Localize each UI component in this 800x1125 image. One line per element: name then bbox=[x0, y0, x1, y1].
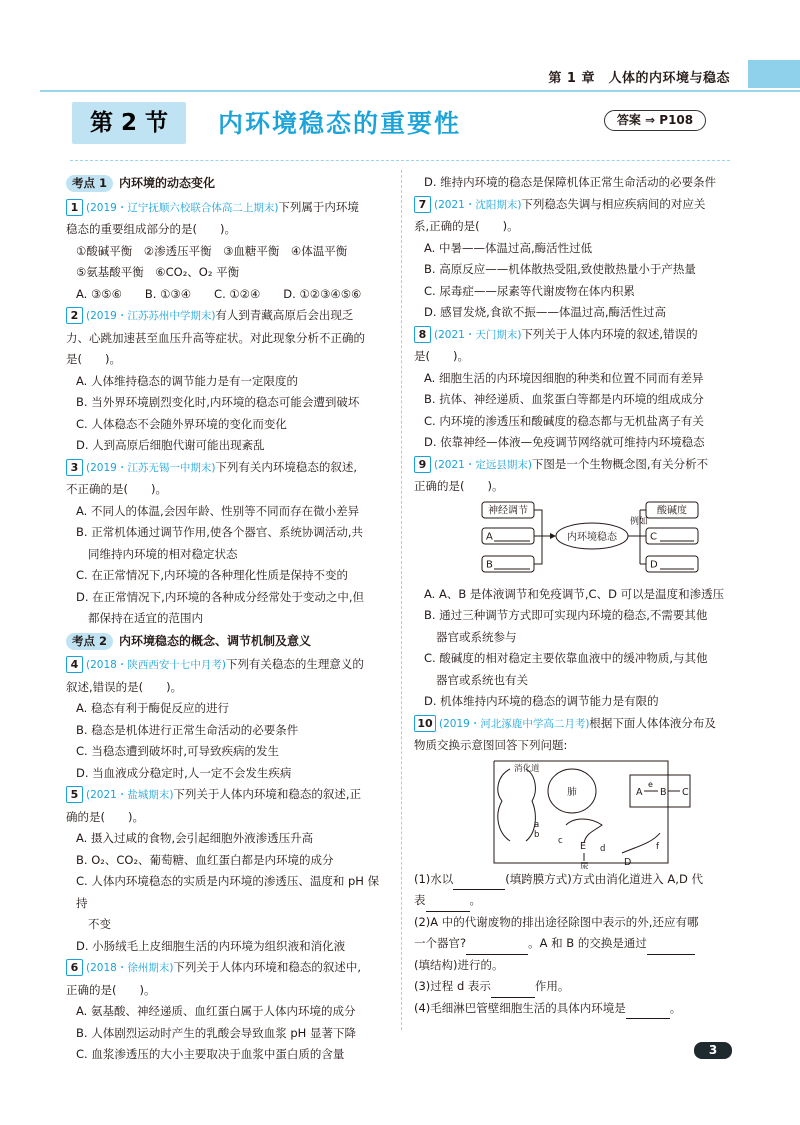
choice-b: B. 通过三种调节方式即可实现内环境的稳态,不需要其他 bbox=[424, 608, 708, 622]
header-rule bbox=[40, 90, 800, 92]
question-7 bbox=[414, 194, 740, 324]
choice-d: D. 机体维持内环境的稳态的调节能力是有限的 bbox=[424, 694, 659, 708]
answer-blank[interactable] bbox=[647, 940, 695, 955]
left-top-label: 神经调节 bbox=[488, 505, 528, 516]
question-source: (2018・陕西西安十七中月考) bbox=[86, 659, 226, 671]
statement-list: ①酸碱平衡 ②渗透压平衡 ③血糖平衡 ④体温平衡 bbox=[76, 243, 348, 258]
lung-label: 肺 bbox=[567, 786, 577, 798]
choice-b: B. 当外界环境剧烈变化时,内环境的稳态可能会遭到破坏 bbox=[76, 395, 360, 409]
choices: A. ③⑤⑥ B. ①③④ C. ①②④ D. ①②③④⑤⑥ bbox=[76, 286, 362, 301]
choice-b-cont: 器官或系统参与 bbox=[436, 629, 517, 644]
choice-a: A. 细胞生活的内环境因细胞的种类和位置不同而有差异 bbox=[424, 370, 704, 385]
question-8 bbox=[414, 324, 740, 454]
question-number: 3 bbox=[66, 459, 83, 476]
choice-b: B. 抗体、神经递质、血浆蛋白等都是内环境的组成成分 bbox=[424, 392, 704, 406]
answer-blank[interactable] bbox=[426, 897, 470, 912]
question-number: 8 bbox=[414, 326, 431, 343]
question-source: (2018・徐州期末) bbox=[86, 962, 174, 974]
label-e: e bbox=[648, 779, 653, 789]
label-C: C bbox=[682, 786, 689, 798]
subq-1: 表 bbox=[414, 893, 426, 907]
choice-d: D. 感冒发烧,食欲不振——体温过高,酶活性过高 bbox=[424, 305, 666, 319]
choice-d-cont: 都保持在适宜的范围内 bbox=[88, 611, 203, 625]
label-A: A bbox=[636, 786, 643, 798]
label-D: D bbox=[624, 856, 632, 868]
label-a: a bbox=[534, 819, 540, 830]
kaodian-2 bbox=[66, 631, 388, 653]
center-label: 内环境稳态 bbox=[567, 531, 617, 543]
question-text: 系,正确的是( )。 bbox=[414, 219, 519, 233]
right-top-label: 酸碱度 bbox=[657, 505, 687, 516]
question-source: (2019・河北涿鹿中学高二月考) bbox=[439, 717, 590, 730]
question-5 bbox=[66, 784, 388, 957]
subq-4: 。 bbox=[669, 1000, 682, 1015]
choice-c: C. 尿毒症——尿素等代谢废物在体内积累 bbox=[424, 283, 635, 298]
title-divider bbox=[70, 160, 730, 161]
box-d-label: D bbox=[650, 559, 658, 570]
column-divider bbox=[401, 170, 402, 1030]
question-3 bbox=[66, 457, 388, 630]
answer-blank[interactable] bbox=[453, 875, 505, 890]
question-source: (2019・江苏无锡一中期末) bbox=[86, 461, 216, 474]
choice-b: B. 人体剧烈运动时产生的乳酸会导致血浆 pH 显著下降 bbox=[76, 1025, 356, 1040]
label-d: d bbox=[600, 843, 606, 854]
concept-map bbox=[414, 498, 740, 584]
choice-c-cont: 不变 bbox=[88, 917, 111, 931]
question-number: 9 bbox=[414, 456, 431, 473]
answer-blank[interactable] bbox=[466, 940, 528, 955]
question-text: 是( )。 bbox=[414, 349, 469, 363]
label-B: B bbox=[660, 786, 667, 798]
question-number: 4 bbox=[66, 656, 83, 673]
question-number: 2 bbox=[66, 307, 83, 324]
question-text: 下列稳态失调与相应疾病间的对应关 bbox=[521, 196, 706, 211]
question-number: 10 bbox=[414, 715, 436, 732]
choice-a: A. 不同人的体温,会因年龄、性别等不同而存在微小差异 bbox=[76, 503, 360, 518]
subq-1: 。 bbox=[469, 893, 481, 907]
example-label: 例如 bbox=[630, 516, 649, 527]
question-text: 下列关于人体内环境和稳态的叙述,正 bbox=[173, 787, 362, 801]
urine-label: 尿 bbox=[580, 861, 589, 869]
choice-a: A. 人体维持稳态的调节能力是有一定限度的 bbox=[76, 373, 298, 388]
question-2 bbox=[66, 305, 388, 457]
box-b-label: B bbox=[486, 559, 493, 570]
question-text: 不正确的是( )。 bbox=[66, 482, 167, 496]
question-text: 稳态的重要组成部分的是( )。 bbox=[66, 222, 236, 236]
question-text: 下列有关稳态的生理意义的 bbox=[225, 657, 364, 671]
question-6 bbox=[66, 957, 388, 1066]
kaodian-tag: 考点 1 bbox=[66, 175, 113, 192]
question-source: (2021・定远县期末) bbox=[434, 458, 532, 471]
question-text: 物质交换示意图回答下列问题: bbox=[414, 738, 568, 752]
box-c-label: C bbox=[650, 531, 657, 542]
choice-b: B. O₂、CO₂、葡萄糖、血红蛋白都是内环境的成分 bbox=[76, 852, 334, 867]
choice-a: A. A、B 是体液调节和免疫调节,C、D 可以是温度和渗透压 bbox=[424, 586, 725, 601]
answer-reference: 答案 ⇒ P108 bbox=[604, 110, 706, 131]
answer-blank[interactable] bbox=[491, 983, 535, 998]
subq-3: 作用。 bbox=[534, 979, 570, 993]
choice-a: A. 中暑——体温过高,酶活性过低 bbox=[424, 240, 593, 255]
chapter-header: 第 1 章 人体的内环境与稳态 bbox=[548, 71, 730, 86]
choice-a: A. 稳态有利于酶促反应的进行 bbox=[76, 701, 229, 715]
choice-d: D. 人到高原后细胞代谢可能出现紊乱 bbox=[76, 438, 265, 452]
right-column bbox=[414, 172, 740, 1019]
choice-c: C. 人体内环境稳态的实质是内环境的渗透压、温度和 pH 保持 bbox=[76, 874, 380, 910]
question-text: 根据下面人体体液分布及 bbox=[589, 715, 716, 730]
choice-c: C. 酸碱度的相对稳定主要依靠血液中的缓冲物质,与其他 bbox=[424, 651, 708, 665]
choice-b: B. 高原反应——机体散热受阻,致使散热量小于产热量 bbox=[424, 262, 696, 276]
question-text: 下列关于人体内环境的叙述,错误的 bbox=[521, 326, 698, 341]
question-text: 下列关于人体内环境和稳态的叙述中, bbox=[173, 960, 362, 974]
box-a-label: A bbox=[486, 531, 493, 542]
lymph-vessel bbox=[622, 833, 660, 853]
kaodian-tag: 考点 2 bbox=[66, 633, 113, 650]
choice-d: D. 当血液成分稳定时,人一定不会发生疾病 bbox=[76, 765, 292, 780]
section-number: 第 2 节 bbox=[72, 102, 186, 144]
chapter-tab bbox=[748, 60, 800, 88]
label-b: b bbox=[534, 829, 540, 840]
label-E: E bbox=[580, 840, 587, 852]
question-4 bbox=[66, 654, 388, 784]
question-text: 确的是( )。 bbox=[66, 809, 144, 824]
question-source: (2021・天门期末) bbox=[434, 328, 522, 341]
subq-4: (4)毛细淋巴管壁细胞生活的具体内环境是 bbox=[414, 1000, 626, 1015]
subq-2: 一个器官? bbox=[414, 936, 467, 950]
section-title: 内环境稳态的重要性 bbox=[218, 109, 462, 138]
subq-3: (3)过程 d 表示 bbox=[414, 979, 491, 993]
choice-c: C. 血浆渗透压的大小主要取决于血浆中蛋白质的含量 bbox=[76, 1047, 345, 1061]
question-text: 正确的是( )。 bbox=[414, 479, 504, 493]
question-1 bbox=[66, 197, 388, 306]
body-fluid-diagram bbox=[414, 757, 740, 869]
question-10 bbox=[414, 713, 740, 1020]
subq-1: (填跨膜方式)方式由消化道进入 A,D 代 bbox=[505, 871, 703, 886]
subq-1: (1)水以 bbox=[414, 871, 454, 886]
page-number: 3 bbox=[694, 1042, 732, 1059]
choice-d: D. 小肠绒毛上皮细胞生活的内环境为组织液和消化液 bbox=[76, 938, 346, 953]
choice-c-cont: 器官或系统也有关 bbox=[436, 672, 528, 687]
choice-b: B. 正常机体通过调节作用,使各个器官、系统协调活动,共 bbox=[76, 525, 364, 539]
label-c: c bbox=[558, 835, 563, 846]
question-source: (2021・沈阳期末) bbox=[434, 198, 522, 211]
question-text: 正确的是( )。 bbox=[66, 982, 156, 997]
question-source: (2021・盐城期末) bbox=[86, 789, 174, 801]
question-number: 6 bbox=[66, 959, 83, 976]
question-text: 下图是一个生物概念图,有关分析不 bbox=[531, 456, 709, 471]
subq-2: (填结构)进行的。 bbox=[414, 957, 504, 972]
digestive-tract bbox=[498, 769, 536, 841]
subq-2: (2)A 中的代谢废物的排出途径除图中表示的外,还应有哪 bbox=[414, 914, 699, 929]
kidney bbox=[566, 819, 602, 843]
question-text: 下列属于内环境 bbox=[278, 199, 359, 214]
digestive-label: 消化道 bbox=[514, 763, 540, 774]
question-number: 7 bbox=[414, 196, 431, 213]
choice-b: B. 稳态是机体进行正常生命活动的必要条件 bbox=[76, 722, 299, 737]
question-text: 叙述,错误的是( )。 bbox=[66, 679, 183, 694]
choice-b-cont: 同维持内环境的相对稳定状态 bbox=[88, 546, 238, 561]
arrow-head bbox=[550, 533, 556, 539]
choice-a: A. 摄入过咸的食物,会引起细胞外液渗透压升高 bbox=[76, 831, 314, 845]
kaodian-title: 内环境的动态变化 bbox=[119, 176, 216, 190]
choice-d: D. 依靠神经—体液—免疫调节网络就可维持内环境稳态 bbox=[424, 435, 705, 449]
label-f: f bbox=[656, 841, 659, 852]
question-text: 力、心跳加速甚至血压升高等症状。对此现象分析不正确的 bbox=[66, 330, 365, 345]
question-source: (2019・江苏苏州中学期末) bbox=[86, 310, 216, 322]
question-text: 是( )。 bbox=[66, 352, 121, 366]
subq-2: 。A 和 B 的交换是通过 bbox=[528, 936, 647, 950]
choice-c: C. 人体稳态不会随外界环境的变化而变化 bbox=[76, 416, 287, 431]
choice-a: A. 氨基酸、神经递质、血红蛋白属于人体内环境的成分 bbox=[76, 1004, 356, 1018]
question-9 bbox=[414, 454, 740, 713]
question-number: 5 bbox=[66, 786, 83, 803]
choice-d: D. 在正常情况下,内环境的各种成分经常处于变动之中,但 bbox=[76, 589, 364, 604]
question-text: 有人到青藏高原后会出现乏 bbox=[215, 308, 354, 322]
statement-list: ⑤氨基酸平衡 ⑥CO₂、O₂ 平衡 bbox=[76, 265, 240, 279]
left-column bbox=[66, 172, 388, 1066]
question-number: 1 bbox=[66, 199, 83, 216]
choice-c: C. 内环境的渗透压和酸碱度的稳态都与无机盐离子有关 bbox=[424, 413, 704, 428]
answer-blank[interactable] bbox=[626, 1004, 670, 1019]
question-source: (2019・辽宁抚顺六校联合体高二上期末) bbox=[86, 201, 279, 214]
question-text: 下列有关内环境稳态的叙述, bbox=[215, 459, 358, 474]
kaodian-title: 内环境稳态的概念、调节机制及意义 bbox=[119, 633, 312, 648]
choice-c: C. 在正常情况下,内环境的各种理化性质是保持不变的 bbox=[76, 568, 348, 582]
kaodian-1 bbox=[66, 173, 388, 195]
choice-c: C. 当稳态遭到破坏时,可导致疾病的发生 bbox=[76, 744, 279, 758]
q6-choice-d: D. 维持内环境的稳态是保障机体正常生命活动的必要条件 bbox=[424, 175, 717, 189]
